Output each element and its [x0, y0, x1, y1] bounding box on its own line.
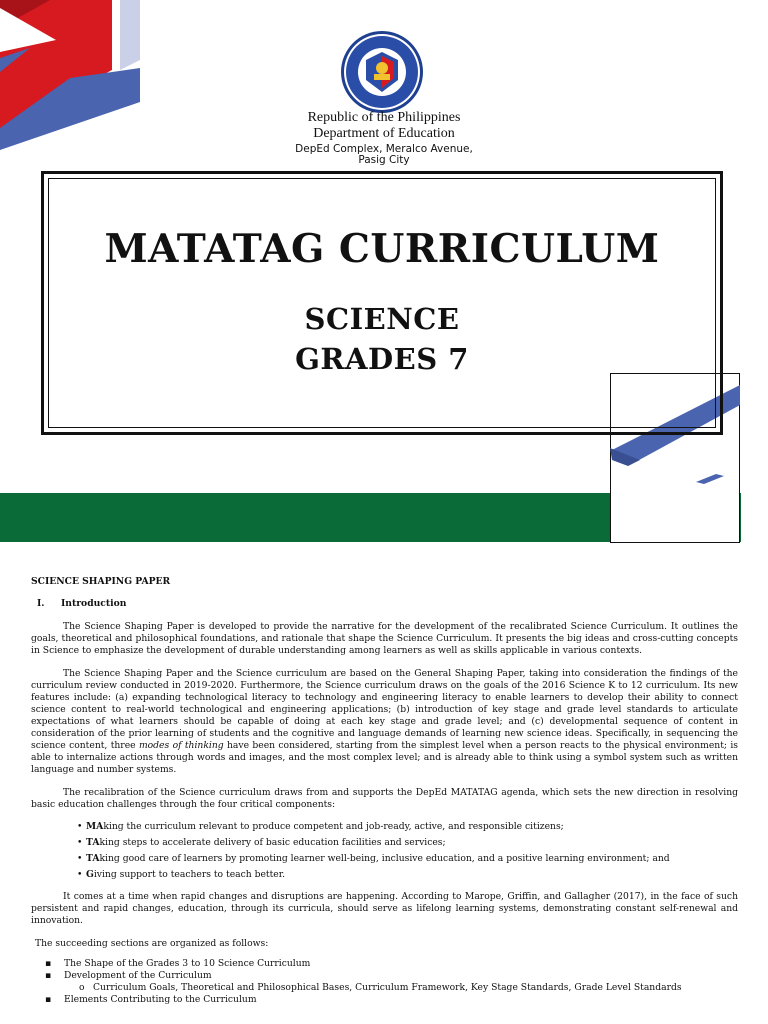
section-title: Introduction: [61, 598, 127, 609]
paragraph-3: The recalibration of the Science curriculum draws from and supports the DepEd MATATAG agenda, which sets the new direction in resolving basic education challenges through the four critical components:: [31, 787, 738, 810]
matatag-agenda-list: [31, 821, 738, 881]
list-item: ▪ Development of the Curriculum: [45, 970, 212, 981]
section-number: I.: [37, 598, 45, 609]
paragraph-2-part-a: The Science Shaping Paper and the Science curriculum are based on the General Shaping Paper, taking into consideration the findings of the curriculum review conducted in 2019-2020. Furthermore, the Science curriculum draws on the goals of the 2016 Science K to 12 curriculum. Its new features include: (a) expanding technological literacy to technology and engineering literacy to enable learners to develop their ability to connect science content to real-world technological and engineering applications; (b) introduction of key stage and grade level standards to articulate expectations of what learners should be capable of doing at each key stage and grade level; and (c) developmental sequence of content in consideration of the prior learning of students and the cognitive and language demands of learning new science ideas. Specifically, in sequencing the science content, three: [31, 668, 738, 751]
deped-seal-icon: [340, 30, 424, 114]
section-heading: [31, 598, 738, 610]
paragraph-1: The Science Shaping Paper is developed to provide the narrative for the development of the recalibrated Science Curriculum. It outlines the goals, theoretical and philosophical foundations, and rationale that shape the Science Curriculum. It presents the big ideas and cross-cutting concepts in Science to emphasize the development of durable understanding among learners as well as skills applicable in various contexts.: [31, 621, 738, 656]
list-subitem: o Curriculum Goals, Theoretical and Philosophical Bases, Curriculum Framework, Key Stage Standards, Grade Level Standards: [79, 982, 682, 993]
list-item: ▪ The Shape of the Grades 3 to 10 Science Curriculum: [45, 958, 311, 969]
department-line: Department of Education: [313, 126, 455, 141]
paragraph-2: [31, 668, 738, 776]
list-item: • Giving support to teachers to teach better.: [77, 869, 286, 880]
title-box: [41, 171, 723, 435]
paragraph-2-part-b: have been considered, starting from the simplest level when a person reacts to the physical environment; is able to internalize actions through words and images, and the most complex level; and is already able to think using a symbol system such as written language and number systems.: [31, 740, 738, 775]
subject-title: SCIENCE: [304, 302, 460, 336]
republic-line: Republic of the Philippines: [307, 110, 461, 125]
paragraph-5: The succeeding sections are organized as follows:: [35, 938, 269, 949]
list-item: • MAking the curriculum relevant to produce competent and job-ready, active, and responsible citizens;: [77, 821, 564, 832]
paragraph-2-emphasis: modes of thinking: [138, 740, 224, 751]
document-body: [31, 576, 738, 1006]
address-line-2: Pasig City: [358, 154, 410, 166]
grade-title: GRADES 7: [295, 342, 469, 376]
list-item: • TAking steps to accelerate delivery of basic education facilities and services;: [77, 837, 446, 848]
sections-list: [31, 958, 738, 1006]
address-line-1: DepEd Complex, Meralco Avenue,: [295, 143, 473, 155]
paper-title: SCIENCE SHAPING PAPER: [31, 576, 171, 587]
curriculum-title: MATATAG CURRICULUM: [104, 226, 660, 272]
paragraph-4: It comes at a time when rapid changes and disruptions are happening. According to Marope, Griffin, and Gallagher (2017), in the face of such persistent and rapid changes, education, through its curricula, should serve as lifelong learning systems, demonstrating constant self-renewal and innovation.: [31, 891, 738, 926]
list-item: • TAking good care of learners by promoting learner well-being, inclusive education, and a positive learning environment; and: [77, 853, 670, 864]
list-item: ▪ Elements Contributing to the Curriculum: [45, 994, 257, 1005]
